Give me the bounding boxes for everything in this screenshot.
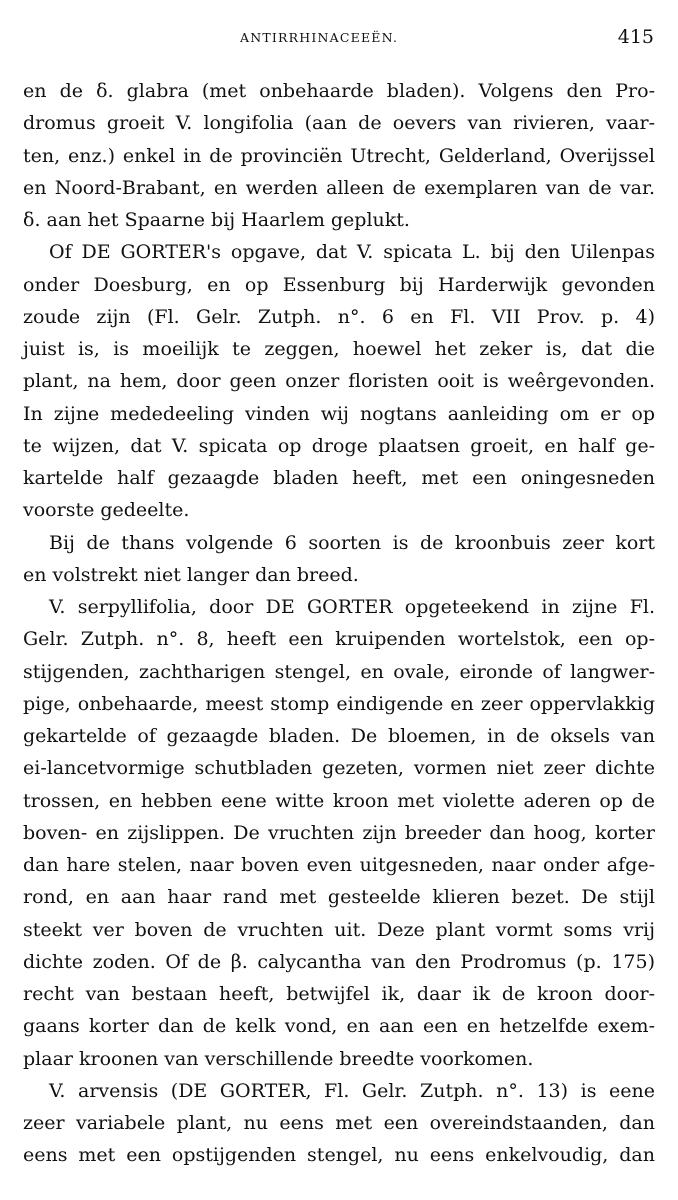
text-line: In zijne mededeeling vinden wij nogtans aanleiding om er op bbox=[23, 402, 655, 425]
text-line: stijgenden, zachtharigen stengel, en ovale, eironde of langwer- bbox=[23, 660, 655, 683]
text-line: te wijzen, dat V. spicata op droge plaatsen groeit, en half ge- bbox=[23, 434, 655, 457]
text-line: zeer variabele plant, nu eens met een overeindstaanden, dan bbox=[23, 1112, 655, 1134]
running-title: ANTIRRHINACEEËN. bbox=[240, 30, 399, 45]
text-line: boven- en zijslippen. De vruchten zijn breeder dan hoog, korter bbox=[23, 821, 655, 844]
text-line: voorste gedeelte. bbox=[23, 499, 190, 522]
text-line: trossen, en hebben eene witte kroon met violette aderen op de bbox=[23, 789, 655, 812]
text-line: rond, en aan haar rand met gesteelde klieren bezet. De stijl bbox=[23, 886, 655, 909]
text-line: eens met een opstijgenden stengel, nu eens enkelvoudig, dan bbox=[23, 1144, 655, 1167]
page-number: 415 bbox=[617, 26, 654, 48]
text-line: Bij de thans volgende 6 soorten is de kroonbuis zeer kort bbox=[49, 531, 655, 554]
page-header bbox=[0, 26, 678, 56]
text-line: en Noord-Brabant, en werden alleen de exemplaren van de var. bbox=[23, 176, 655, 199]
text-line: Gelr. Zutph. n°. 8, heeft een kruipenden wortelstok, een op- bbox=[23, 628, 655, 651]
text-line: δ. aan het Spaarne bij Haarlem geplukt. bbox=[23, 209, 410, 231]
text-line: Of DE GORTER's opgave, dat V. spicata L. bij den Uilenpas bbox=[49, 241, 655, 264]
body-text bbox=[23, 75, 655, 1172]
text-line: juist is, is moeilijk te zeggen, hoewel het zeker is, dat die bbox=[23, 338, 655, 360]
text-line: pige, onbehaarde, meest stomp eindigende en zeer oppervlakkig bbox=[23, 692, 655, 715]
text-line: en de δ. glabra (met onbehaarde bladen). Volgens den Pro- bbox=[23, 80, 655, 102]
text-line: zoude zijn (Fl. Gelr. Zutph. n°. 6 en Fl. VII Prov. p. 4) bbox=[23, 305, 655, 328]
text-line: plaar kroonen van verschillende breedte voorkomen. bbox=[23, 1047, 534, 1070]
text-line: recht van bestaan heeft, betwijfel ik, daar ik de kroon door- bbox=[23, 983, 655, 1005]
text-line: ei-lancetvormige schutbladen gezeten, vormen niet zeer dichte bbox=[23, 757, 655, 780]
text-line: plant, na hem, door geen onzer floristen ooit is weêrgevonden. bbox=[23, 370, 655, 393]
text-line: onder Doesburg, en op Essenburg bij Harderwijk gevonden bbox=[23, 273, 655, 296]
text-line: gaans korter dan de kelk vond, en aan een en hetzelfde exem- bbox=[23, 1015, 655, 1038]
text-line: dromus groeit V. longifolia (aan de oevers van rivieren, vaar- bbox=[23, 112, 655, 135]
text-line: V. arvensis (DE GORTER, Fl. Gelr. Zutph. n°. 13) is eene bbox=[49, 1079, 655, 1102]
text-line: dichte zoden. Of de β. calycantha van den Prodromus (p. 175) bbox=[23, 950, 655, 973]
text-line: dan hare stelen, naar boven even uitgesneden, naar onder afge- bbox=[23, 854, 655, 876]
text-line: steekt ver boven de vruchten uit. Deze plant vormt soms vrij bbox=[23, 918, 655, 941]
text-line: gekartelde of gezaagde bladen. De bloemen, in de oksels van bbox=[23, 725, 655, 747]
text-line: kartelde half gezaagde bladen heeft, met een oningesneden bbox=[23, 467, 655, 489]
text-line: en volstrekt niet langer dan breed. bbox=[23, 563, 359, 586]
text-line: V. serpyllifolia, door DE GORTER opgeteekend in zijne Fl. bbox=[49, 596, 655, 618]
text-line: ten, enz.) enkel in de provinciën Utrecht, Gelderland, Overijssel bbox=[23, 144, 655, 167]
